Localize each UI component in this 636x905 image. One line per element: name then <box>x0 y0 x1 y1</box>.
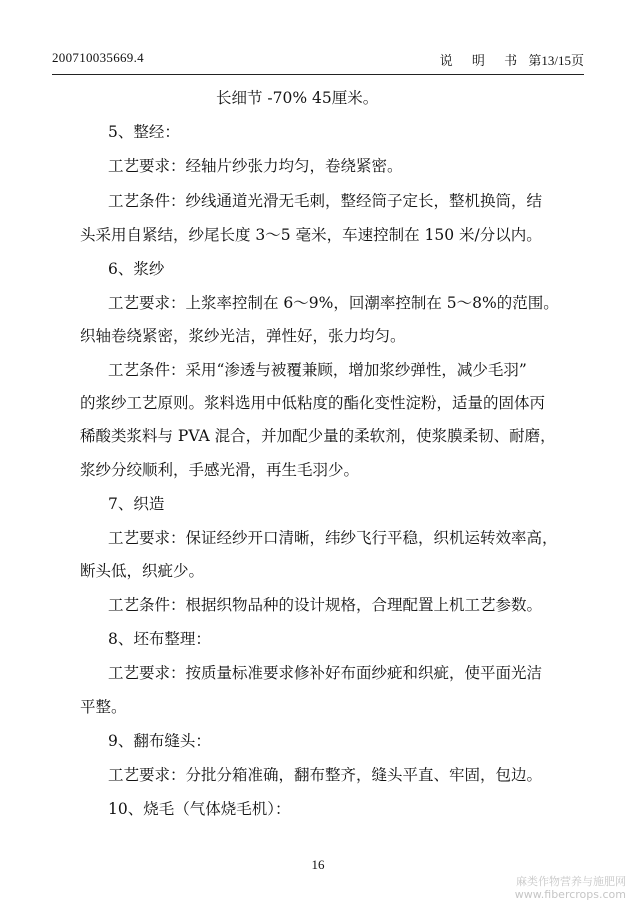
section-heading-seaming: 9、翻布缝头： <box>108 732 211 750</box>
section-heading-grey-cloth: 8、坯布整理： <box>108 630 211 648</box>
section-heading-sizing: 6、浆纱 <box>108 260 165 278</box>
document-type-label: 说 明 书 <box>439 53 526 68</box>
watermark-site-name: 麻类作物营养与施肥网 <box>516 875 626 888</box>
text-line: 工艺要求：上浆率控制在 6～9%，回潮率控制在 5～8%的范围。 <box>108 294 559 312</box>
text-line: 头采用自紧结，纱尾长度 3～5 毫米，车速控制在 150 米/分以内。 <box>80 226 542 244</box>
section-heading-weaving: 7、织造 <box>108 495 165 513</box>
text-line: 工艺要求：经轴片纱张力均匀，卷绕紧密。 <box>108 157 403 175</box>
text-line: 工艺条件：采用“渗透与被覆兼顾，增加浆纱弹性，减少毛羽” <box>108 361 527 379</box>
page-number: 16 <box>311 857 325 872</box>
text-line: 工艺条件：根据织物品种的设计规格，合理配置上机工艺参数。 <box>108 596 543 614</box>
text-line: 工艺条件：纱线通道光滑无毛刺，整经筒子定长，整机换筒，结 <box>108 192 543 210</box>
section-heading-singeing: 10、烧毛（气体烧毛机）： <box>108 800 291 818</box>
text-line: 平整。 <box>80 698 127 716</box>
text-line: 的浆纱工艺原则。浆料选用中低粘度的酯化变性淀粉，适量的固体丙 <box>80 394 546 412</box>
site-watermark <box>515 875 626 901</box>
section-heading-warping: 5、整经： <box>108 123 180 141</box>
text-line: 浆纱分绞顺利，手感光滑，再生毛羽少。 <box>80 461 360 479</box>
text-line: 断头低，织疵少。 <box>80 562 205 580</box>
page-header <box>52 44 584 75</box>
document-number: 200710035669.4 <box>52 50 144 65</box>
text-line: 织轴卷绕紧密，浆纱光洁，弹性好，张力均匀。 <box>80 327 406 345</box>
text-line: 稀酸类浆料与 PVA 混合，并加配少量的柔软剂，使浆膜柔韧、耐磨， <box>80 427 556 445</box>
text-line: 工艺要求：保证经纱开口清晰，纬纱飞行平稳，织机运转效率高， <box>108 529 558 547</box>
watermark-url: www.fibercrops.com <box>514 888 626 901</box>
text-line: 长细节 -70% 45厘米。 <box>216 89 379 107</box>
header-right <box>440 50 584 69</box>
text-line: 工艺要求：分批分箱准确，翻布整齐，缝头平直、牢固，包边。 <box>108 766 543 784</box>
page-label: 第13/15页 <box>528 53 584 68</box>
text-line: 工艺要求：按质量标准要求修补好布面纱疵和织疵，使平面光洁 <box>108 664 543 682</box>
